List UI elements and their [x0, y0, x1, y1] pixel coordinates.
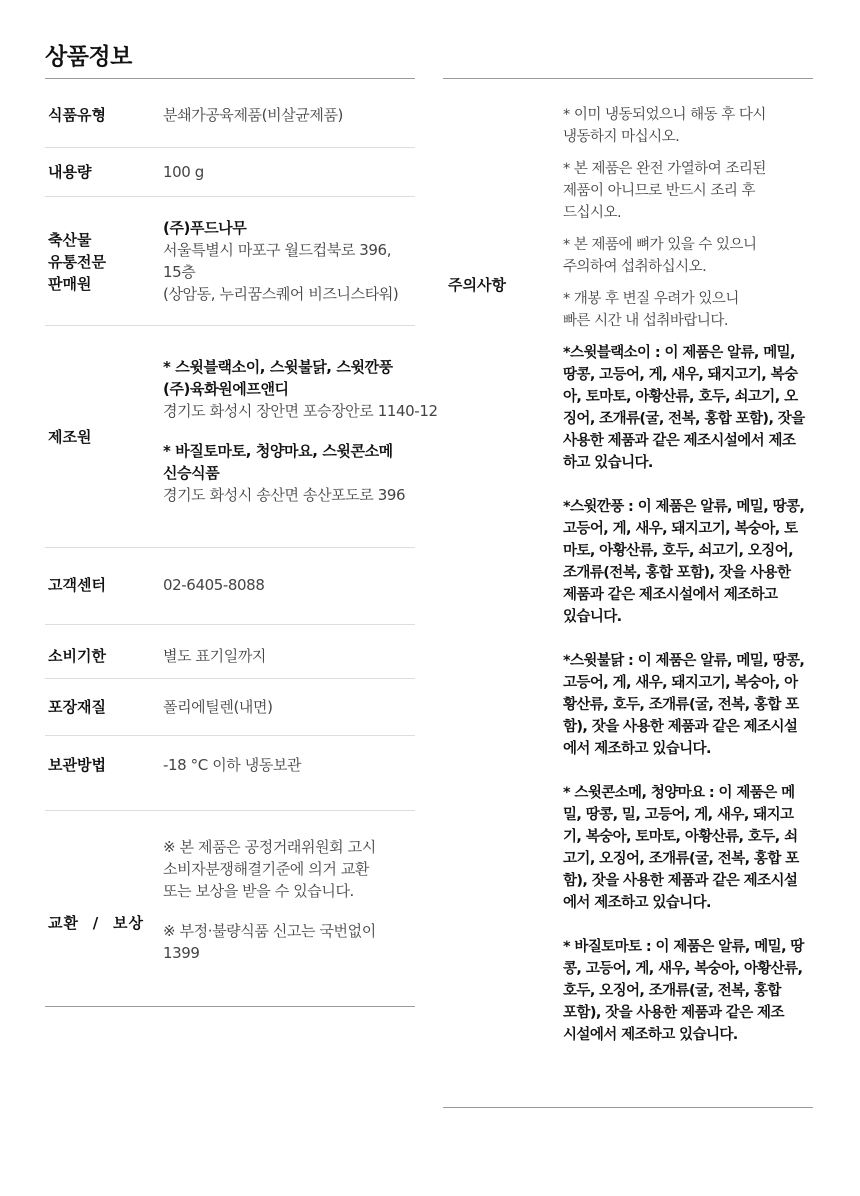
row-divider — [45, 325, 415, 326]
row-label-exchange: 교환 / 보상 — [48, 914, 144, 932]
allergy-notice-buldak: *스윗불닭 : 이 제품은 알류, 메밀, 땅콩, 고등어, 게, 새우, 돼지고기, 복숭아, 아 황산류, 호두, 조개류(굴, 전복, 홍합 포 함), 잣을 사용한 제품과 같은 제조시설 에서 제조하고 있습니다. — [563, 653, 805, 757]
left-top-divider — [45, 78, 415, 79]
page-title: 상품정보 — [45, 44, 132, 70]
row-value-food-type: 분쇄가공육제품(비살균제품) — [163, 106, 343, 124]
allergy-notice-kkanpung: *스윗깐풍 : 이 제품은 알류, 메밀, 땅콩, 고등어, 게, 새우, 돼지고기, 복숭아, 토 마토, 아황산류, 호두, 쇠고기, 오징어, 조개류(전복, 홍합 포함), 잣을 사용한 제품과 같은 제조시설에서 제조하고 있습니다. — [563, 499, 805, 625]
row-divider — [45, 678, 415, 679]
row-label-packaging: 포장재질 — [48, 698, 106, 716]
caution-label: 주의사항 — [448, 276, 506, 294]
row-value-packaging: 폴리에틸렌(내면) — [163, 698, 273, 716]
row-value-exchange: ※ 본 제품은 공정거래위원회 고시 소비자분쟁해결기준에 의거 교환 또는 보상을 받을 수 있습니다. ※ 부정·불량식품 신고는 국번없이 1399 — [163, 838, 376, 962]
distributor-company: (주)푸드나무 — [163, 219, 247, 237]
caution-notes — [563, 104, 825, 1068]
row-label-food-type: 식품유형 — [48, 106, 106, 124]
row-value-storage: -18 °C 이하 냉동보관 — [163, 756, 302, 774]
row-divider — [45, 810, 415, 811]
row-divider — [45, 196, 415, 197]
row-divider — [45, 735, 415, 736]
row-divider — [45, 147, 415, 148]
allergy-notice-consomme-mayo: * 스윗콘소메, 청양마요 : 이 제품은 메 밀, 땅콩, 밀, 고등어, 게, 새우, 돼지고 기, 복숭아, 토마토, 아황산류, 호두, 쇠 고기, 오징어, 조개류(굴, 전복, 홍합 포 함), 잣을 사용한 제품과 같은 제조시설 에서 제조하고 있습니다. — [563, 785, 799, 911]
right-top-divider — [443, 78, 813, 79]
left-bottom-divider — [45, 1006, 415, 1007]
row-label-storage: 보관방법 — [48, 756, 106, 774]
row-label-customer-center: 고객센터 — [48, 576, 106, 594]
row-label-distributor: 축산물 유통전문 판매원 — [48, 231, 106, 293]
caution-note: * 본 제품에 뼈가 있을 수 있으니 주의하여 섭취하십시오. — [563, 237, 757, 275]
row-value-manufacturer: * 스윗블랙소이, 스윗불닭, 스윗깐풍 (주)육화원에프앤디 경기도 화성시 장안면 포승장안로 1140-12 * 바질토마토, 청양마요, 스윗콘소메 신승식품 경기도 화성시 송산면 송산포도로 396 — [163, 358, 438, 504]
caution-note: * 본 제품은 완전 가열하여 조리된 제품이 아니므로 반드시 조리 후 드십시오. — [563, 161, 766, 221]
row-label-expiry: 소비기한 — [48, 647, 106, 665]
right-bottom-divider — [443, 1107, 813, 1108]
row-value-customer-center: 02-6405-8088 — [163, 576, 265, 594]
row-value-distributor: (주)푸드나무 서울특별시 마포구 월드컵북로 396, 15층 (상암동, 누리꿈스퀘어 비즈니스타워) — [163, 219, 399, 303]
row-divider — [45, 547, 415, 548]
allergy-notice-black-soy: *스윗블랙소이 : 이 제품은 알류, 메밀, 땅콩, 고등어, 게, 새우, 돼지고기, 복숭 아, 토마토, 아황산류, 호두, 쇠고기, 오 징어, 조개류(굴, 전복, 홍합 포함), 잣을 사용한 제품과 같은 제조시설에서 제조 하고 있습니다. — [563, 345, 805, 471]
row-label-manufacturer: 제조원 — [48, 428, 92, 446]
row-label-net-weight: 내용량 — [48, 163, 92, 181]
row-value-net-weight: 100 g — [163, 163, 204, 181]
row-value-expiry: 별도 표기일까지 — [163, 647, 266, 665]
allergy-notice-basil-tomato: * 바질토마토 : 이 제품은 알류, 메밀, 땅 콩, 고등어, 게, 새우, 복숭아, 아황산류, 호두, 오징어, 조개류(굴, 전복, 홍합 포함), 잣을 사용한 제품과 같은 제조 시설에서 제조하고 있습니다. — [563, 939, 804, 1043]
row-divider — [45, 624, 415, 625]
caution-note: * 이미 냉동되었으니 해동 후 다시 냉동하지 마십시오. — [563, 107, 766, 145]
caution-note: * 개봉 후 변질 우려가 있으니 빠른 시간 내 섭취바랍니다. — [563, 291, 739, 329]
